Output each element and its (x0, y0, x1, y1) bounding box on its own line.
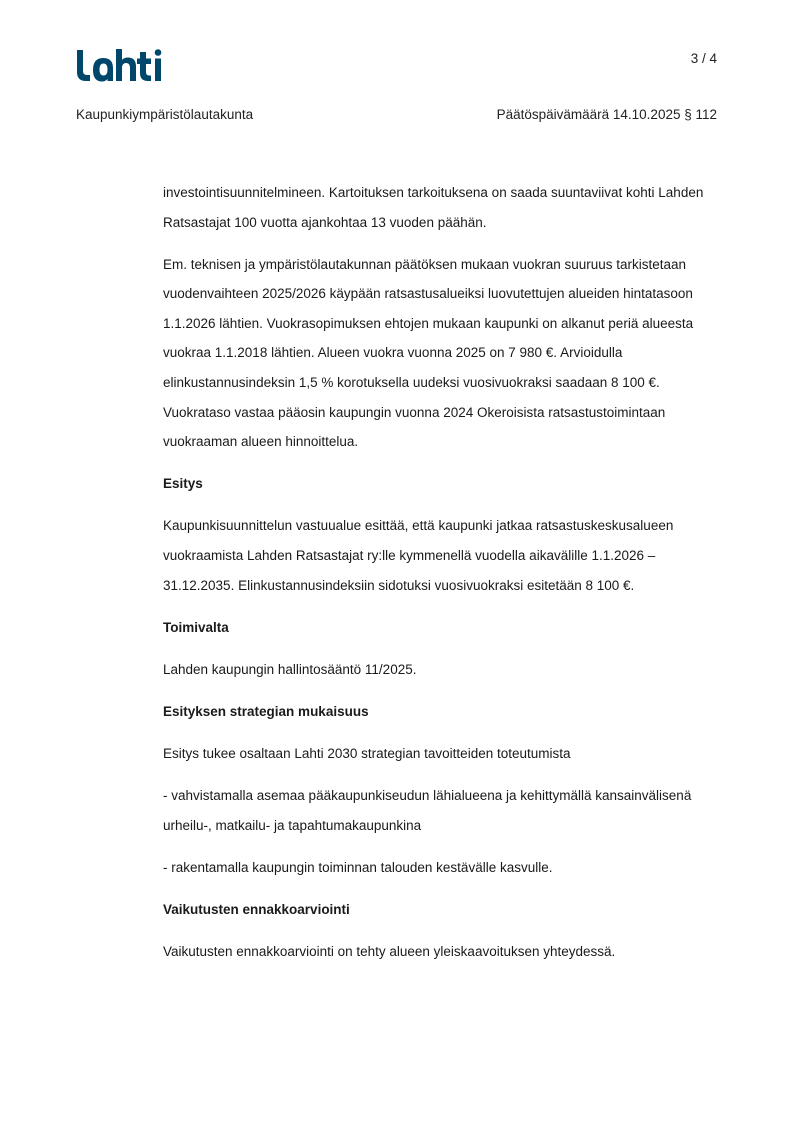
paragraph-strategia-intro: Esitys tukee osaltaan Lahti 2030 strategian tavoitteiden toteutumista (163, 746, 571, 761)
paragraph-esitys: Kaupunkisuunnittelun vastuualue esittää, että kaupunki jatkaa ratsastuskeskusalueen vuokraamista Lahden Ratsastajat ry:lle kymmenellä vuodella aikavälille 1.1.2026 – 31.12.2035. Elinkustannusindeksiin sidotuksi vuosivuokraksi esitetään 8 100 €. (163, 518, 674, 593)
paragraph-continuation: investointisuunnitelmineen. Kartoituksen tarkoituksena on saada suuntaviivat kohti Lahden Ratsastajat 100 vuotta ajankohtaa 13 vuoden päähän. (163, 185, 704, 230)
paragraph-vaikutukset: Vaikutusten ennakkoarviointi on tehty alueen yleiskaavoituksen yhteydessä. (163, 943, 616, 959)
decision-date: Päätöspäivämäärä 14.10.2025 § 112 (496, 107, 717, 122)
committee-name: Kaupunkiympäristölautakunta (76, 107, 254, 122)
paragraph-strategia-point-1: - vahvistamalla asemaa pääkaupunkiseudun lähialueena ja kehittymällä kansainvälisenä urheilu-, matkailu- ja tapahtumakaupunkina (163, 788, 692, 833)
paragraph-rent-details: Em. teknisen ja ympäristölautakunnan päätöksen mukaan vuokran suuruus tarkistetaan vuodenvaihteen 2025/2026 käypään ratsastusalueiksi luovutettujen alueiden hintatasoon 1.1.2026 lähtien. Vuokrasopimuksen ehtojen mukaan kaupunki on alkanut periä alueesta vuokraa 1.1.2018 lähtien. Alueen vuokra vuonna 2025 on 7 980 €. Arvioidulla elinkustannusindeksin 1,5 % korotuksella uudeksi vuosivuokraksi saadaan 8 100 €. Vuokrataso vastaa pääosin kaupungin vuonna 2024 Okeroisista ratsastustoimintaan vuokraaman alueen hinnoittelua. (163, 256, 694, 450)
document-body (163, 178, 723, 979)
section-heading-toimivalta: Toimivalta (163, 619, 229, 635)
page-number: 3 / 4 (690, 51, 717, 66)
section-heading-esitys: Esitys (163, 476, 203, 492)
paragraph-toimivalta: Lahden kaupungin hallintosääntö 11/2025. (163, 661, 417, 677)
section-heading-vaikutukset: Vaikutusten ennakkoarviointi (163, 901, 350, 917)
paragraph-strategia-point-2: - rakentamalla kaupungin toiminnan talouden kestävälle kasvulle. (163, 859, 553, 875)
section-heading-strategia: Esityksen strategian mukaisuus (163, 703, 369, 719)
lahti-logo (75, 46, 167, 82)
lahti-logo-icon (75, 48, 167, 82)
